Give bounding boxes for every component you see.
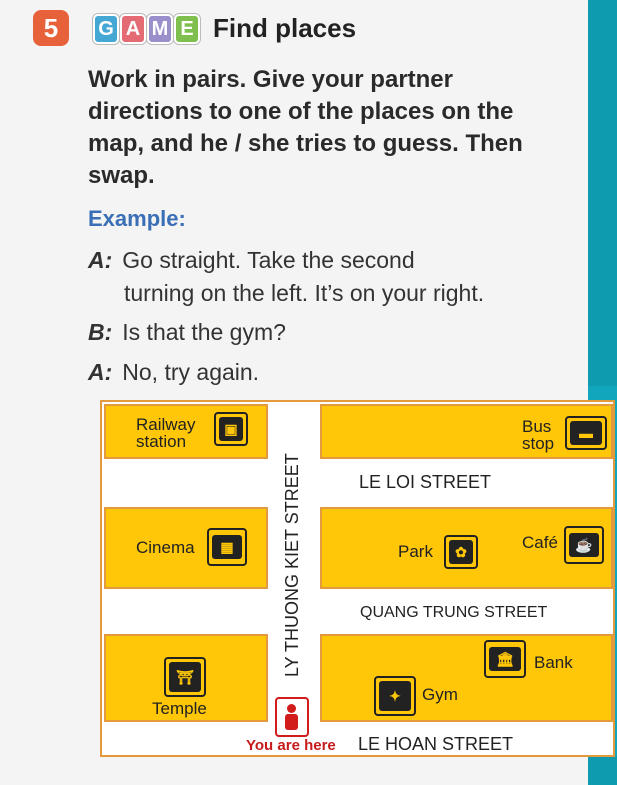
label-line: station: [136, 432, 187, 451]
park-label: Park: [398, 542, 433, 561]
speaker: A:: [88, 359, 113, 385]
speaker: A:: [88, 247, 113, 273]
cinema-label: Cinema: [136, 538, 195, 557]
gym-label: Gym: [422, 685, 458, 704]
label-line: Railway: [136, 415, 196, 434]
block-bank-gym: [320, 634, 613, 722]
cinema-icon: [207, 528, 247, 566]
speech-continued: turning on the left. It’s on your right.: [124, 280, 485, 306]
street-quang-trung: QUANG TRUNG STREET: [360, 604, 548, 621]
speech: Is that the gym?: [122, 319, 286, 345]
gym-icon: [374, 676, 416, 716]
you-are-here-label: You are here: [246, 737, 336, 754]
railway-station-label: [136, 416, 196, 450]
game-letter: M: [147, 14, 173, 44]
example-label: Example:: [88, 206, 186, 231]
bus-icon: [565, 416, 607, 450]
street-le-loi: LE LOI STREET: [359, 472, 492, 492]
dialogue-line: [88, 316, 286, 348]
dialogue-line: [88, 244, 415, 276]
temple-label: Temple: [152, 699, 207, 718]
person-head: [287, 704, 296, 713]
train-icon: [214, 412, 248, 446]
exercise-title: Find places: [213, 13, 357, 43]
game-letter: E: [174, 14, 200, 44]
cinema-icon-shape: ▦: [212, 535, 242, 559]
pagoda-icon-shape: ⛩: [169, 662, 201, 692]
town-map: [100, 400, 615, 757]
bus-icon-shape: ▬: [570, 421, 602, 445]
label-line: stop: [522, 434, 555, 453]
speaker: B:: [88, 319, 113, 345]
cafe-label: Café: [522, 533, 558, 552]
speech: No, try again.: [122, 359, 260, 385]
game-badge: [93, 14, 200, 44]
bank-label: Bank: [534, 653, 573, 672]
coffee-icon: [564, 526, 604, 564]
street-ly-thuong-kiet: LY THUONG KIET STREET: [282, 453, 302, 677]
dialogue-line: [88, 356, 259, 388]
gym-icon-shape: ✦: [379, 681, 411, 711]
exercise-number: 5: [33, 10, 69, 46]
flower-icon: [444, 535, 478, 569]
game-letter: A: [120, 14, 146, 44]
person-icon: [275, 697, 309, 737]
bank-icon-shape: 🏛: [489, 647, 521, 671]
bank-icon: [484, 640, 526, 678]
coffee-icon-shape: ☕: [569, 533, 599, 557]
pagoda-icon: [164, 657, 206, 697]
bus-stop-label: [522, 418, 554, 452]
street-le-hoan: LE HOAN STREET: [358, 734, 514, 754]
instructions: Work in pairs. Give your partner directions to one of the places on the map, and he / she tries to guess. Then swap.: [88, 66, 523, 189]
train-icon-shape: ▣: [219, 417, 243, 441]
person-body: [285, 714, 298, 730]
speech: Go straight. Take the second: [122, 247, 415, 273]
flower-icon-shape: ✿: [449, 540, 473, 564]
game-letter: G: [93, 14, 119, 44]
label-line: Bus: [522, 417, 552, 436]
